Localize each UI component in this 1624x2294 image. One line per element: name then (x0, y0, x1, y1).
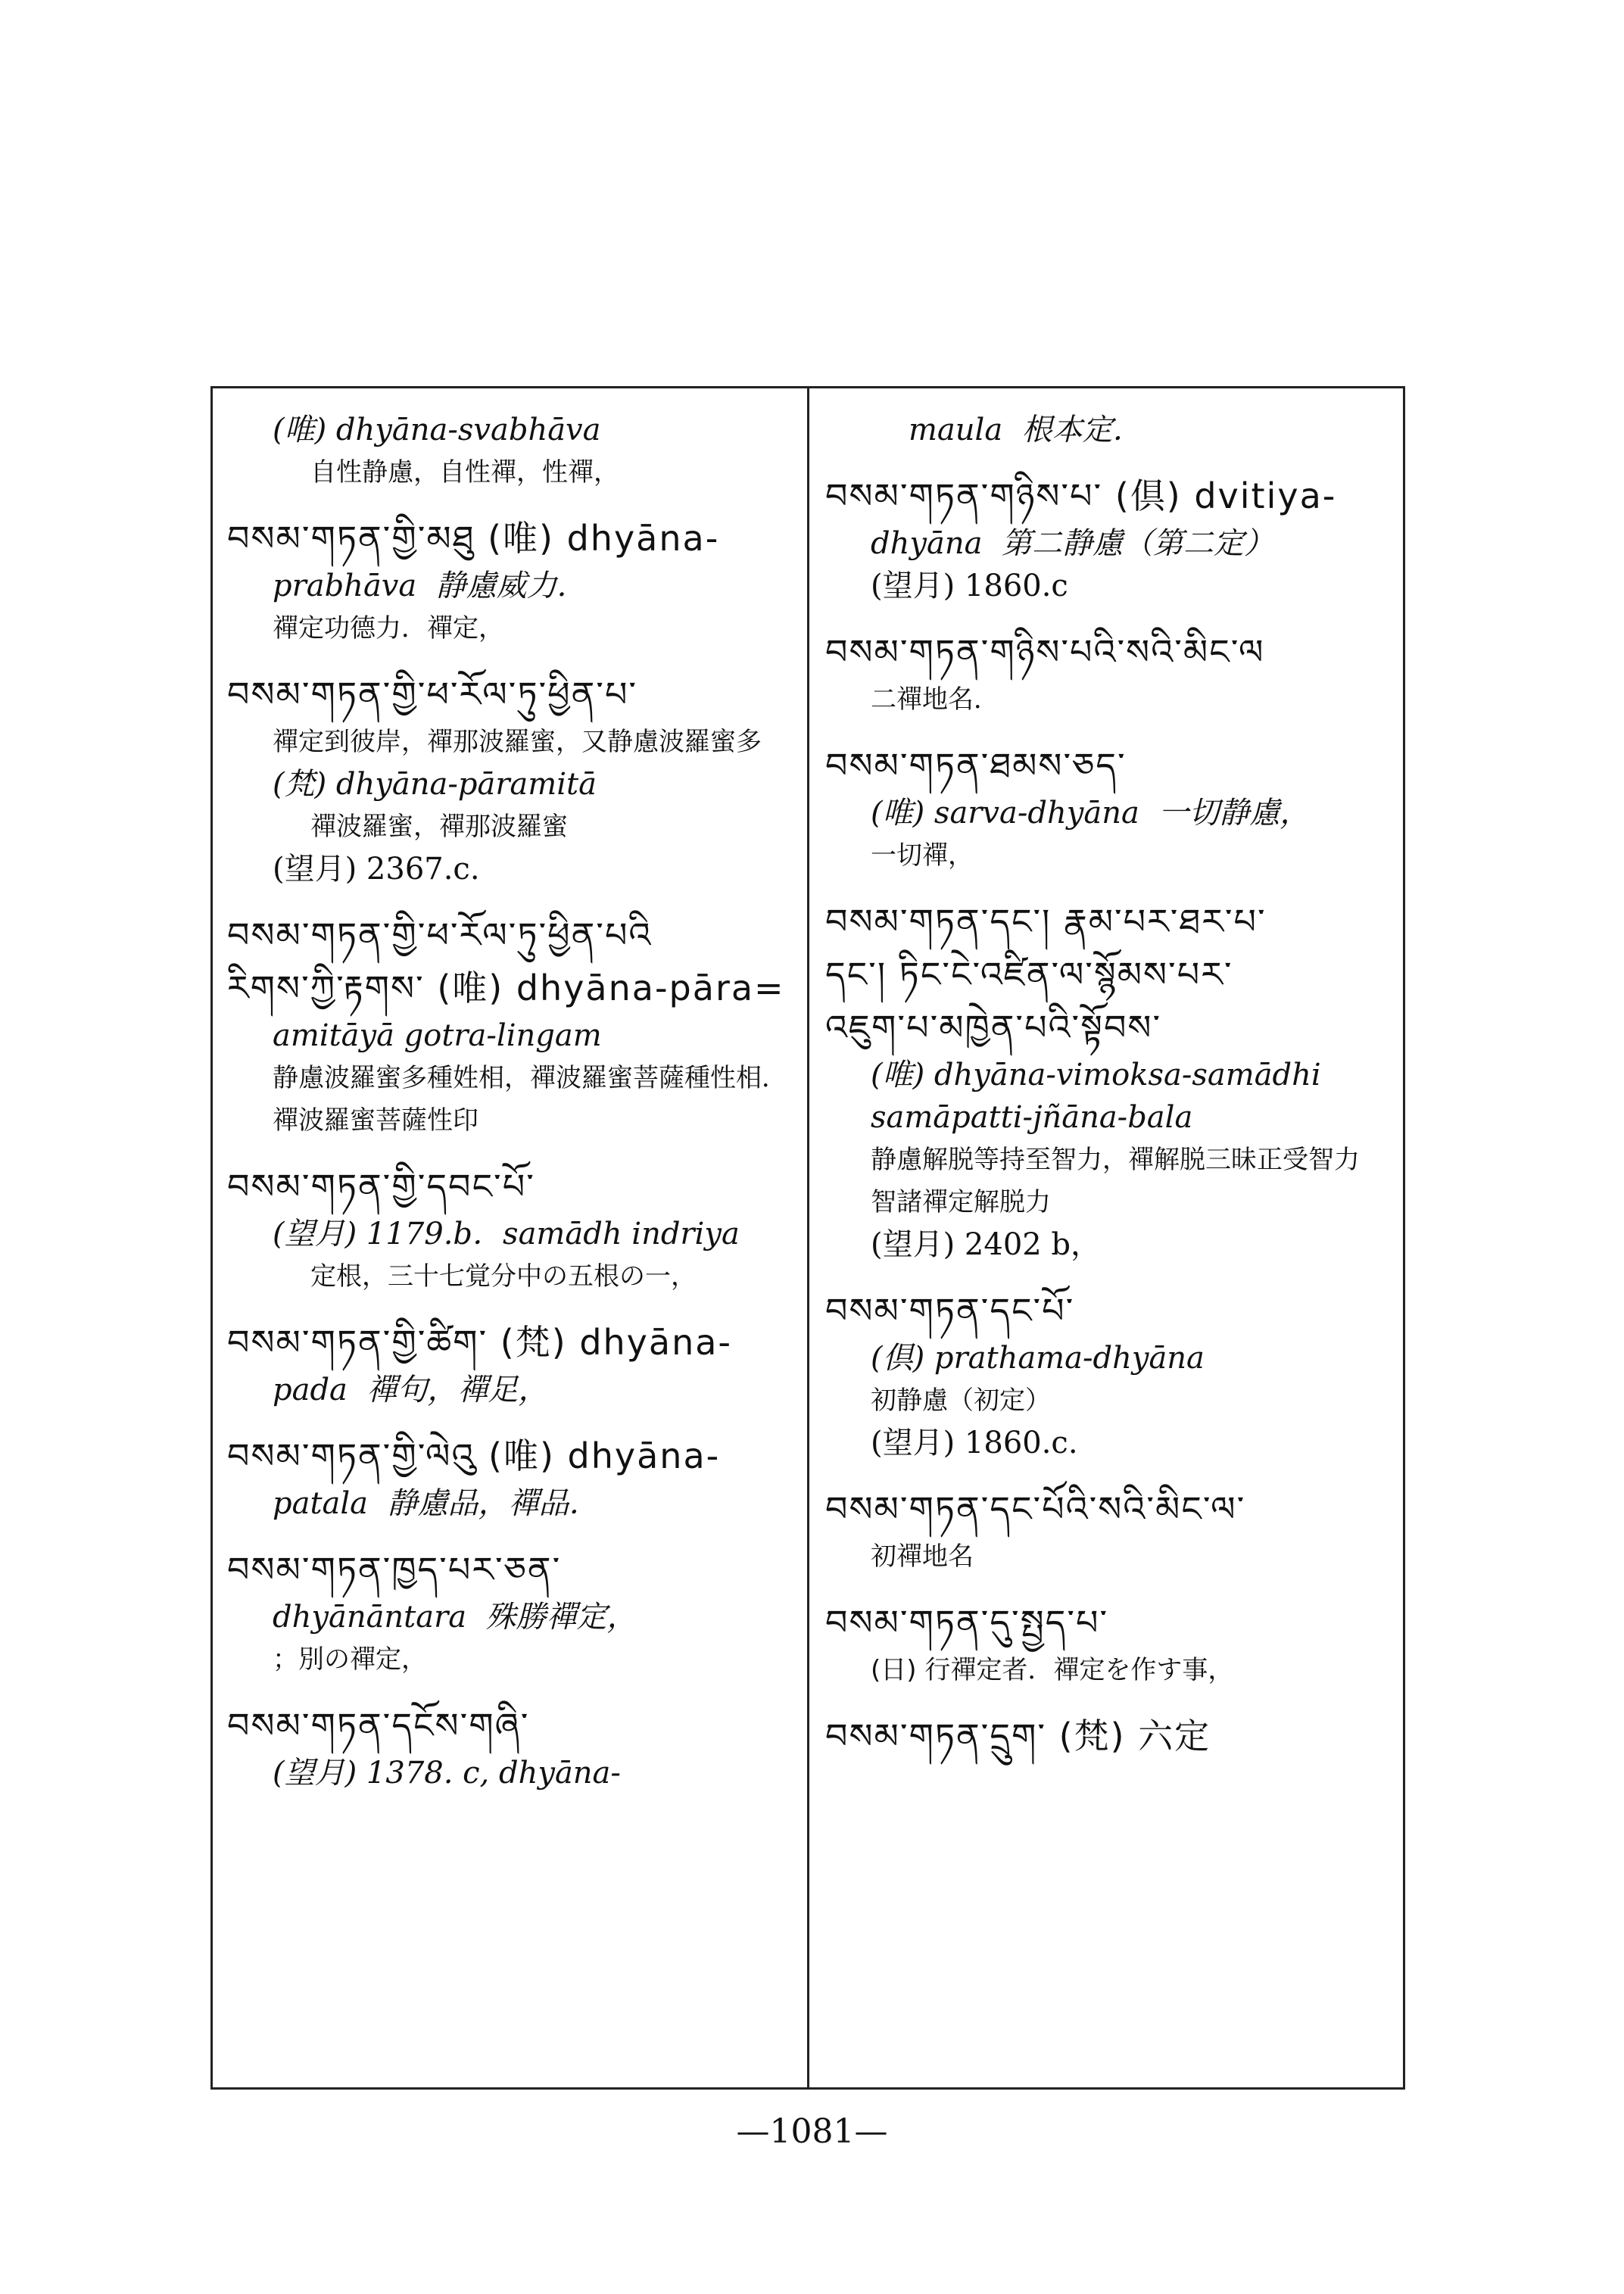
dictionary-entry (825, 895, 1386, 1266)
entry-line: (唯) sarva-dhyāna 一切静慮， (871, 796, 1311, 831)
dictionary-entry (227, 1543, 787, 1681)
entry-line: རིགས་ཀྱི་རྟགས་ (唯) dhyāna-pāra= (227, 968, 785, 1008)
entry-line: ；別の禪定， (273, 1644, 427, 1675)
dictionary-entry (825, 1596, 1386, 1691)
entry-line: 初禪地名 (871, 1541, 974, 1572)
entry-line: (望月) 2367.c. (273, 852, 480, 887)
entry-line: བསམ་གཏན་དང་། རྣམ་པར་ཐར་པ་ (825, 901, 1267, 942)
entry-line: བསམ་གཏན་དུ་སྤྱད་པ་ (825, 1602, 1109, 1643)
dictionary-entry (825, 1284, 1386, 1464)
entry-line: pada 禪句，禪足， (273, 1373, 549, 1407)
entry-line: བསམ་གཏན་གཉིས་པའི་སའི་མིང་ལ (825, 631, 1265, 672)
left-column (227, 409, 787, 1812)
dictionary-entry (825, 625, 1386, 721)
dictionary-entry (825, 739, 1386, 877)
entry-line: (望月) 1860.c (871, 569, 1068, 603)
entry-line: amitāyā gotra-lingam (273, 1018, 602, 1053)
entry-line: བསམ་གཏན་དང་པོ་ (825, 1290, 1075, 1331)
entry-line: (唯) dhyāna-svabhāva (273, 413, 601, 447)
entry-line: བསམ་གཏན་གྱི་ཕ་རོལ་ཏུ་ཕྱིན་པའི (227, 915, 653, 955)
entry-line: བསམ་གཏན་ཐམས་ཅད་ (825, 745, 1127, 786)
entry-line: 禪波羅蜜菩薩性印 (273, 1105, 478, 1136)
entry-line: བསམ་གཏན་གྱི་ཚིག་ (梵) dhyāna- (227, 1322, 733, 1363)
dictionary-entry (227, 1316, 787, 1411)
entry-line: བསམ་གཏན་གྱི་དབང་པོ་ (227, 1166, 535, 1207)
entry-line: དང་། ཏིང་ངེ་འཛིན་ལ་སྙོམས་པར་ (825, 954, 1233, 995)
entry-line: (望月) 1860.c. (871, 1426, 1078, 1460)
dictionary-entry (825, 409, 1386, 451)
entry-line: (望月) 1179.b．samādh indriya (273, 1217, 740, 1251)
entry-line: samāpatti-jñāna-bala (871, 1100, 1193, 1135)
page-number: —1081— (736, 2112, 888, 2151)
entry-line: (唯) dhyāna-vimoksa-samādhi (871, 1058, 1321, 1092)
entry-line: (望月) 2402 b， (871, 1227, 1102, 1262)
entry-line: བསམ་གཏན་གྱི་མཐུ (唯) dhyāna- (227, 518, 720, 559)
entry-line: བསམ་གཏན་གྱི་ཕ་རོལ་ཏུ་ཕྱིན་པ་ (227, 674, 638, 715)
entry-line: 一切禪， (871, 840, 974, 871)
dictionary-entry (825, 1710, 1386, 1763)
dictionary-entry (227, 668, 787, 890)
entry-line: dhyāna 第二静慮（第二定） (871, 526, 1274, 561)
column-divider (807, 388, 809, 2088)
dictionary-entry (227, 512, 787, 650)
entry-line: བསམ་གཏན་དང་པོའི་སའི་མིང་ལ་ (825, 1488, 1246, 1529)
entry-line: (望月) 1378. c, dhyāna- (273, 1756, 621, 1791)
dictionary-entry (825, 1482, 1386, 1578)
entry-line: (倶) prathama-dhyāna (871, 1341, 1205, 1376)
dictionary-entry (825, 469, 1386, 607)
entry-line: prabhāva 静慮威力. (273, 569, 567, 603)
entry-line: (梵) dhyāna-pāramitā (273, 767, 597, 802)
entry-line: 二禪地名． (871, 684, 999, 715)
entry-line: བསམ་གཏན་གྱི་ལེའུ (唯) dhyāna- (227, 1435, 721, 1476)
entry-line: 定根，三十七覚分中の五根の一， (310, 1261, 697, 1292)
entry-line: dhyānāntara 殊勝禪定， (273, 1600, 637, 1635)
entry-line: བསམ་གཏན་ཁྱད་པར་ཅན་ (227, 1549, 562, 1590)
dictionary-entry (227, 1160, 787, 1298)
entry-line: 静慮解脱等持至智力，禪解脱三昧正受智力 (871, 1145, 1360, 1175)
dictionary-entry (227, 909, 787, 1142)
entry-line: 自性静慮，自性禪，性禪， (310, 457, 619, 488)
entry-line: (日) 行禪定者．禪定を作す事， (871, 1655, 1234, 1685)
dictionary-entry (227, 1699, 787, 1794)
dictionary-entry (227, 409, 787, 494)
right-column (825, 409, 1386, 1781)
entry-line: བསམ་གཏན་གཉིས་པ་ (倶) dvitiya- (825, 475, 1337, 516)
entry-line: 禪定功德力．禪定， (273, 613, 504, 644)
entry-line: 智諸禪定解脱力 (871, 1187, 1051, 1217)
dictionary-entry (227, 1429, 787, 1525)
entry-line: maula 根本定． (909, 413, 1143, 447)
entry-line: 初静慮（初定） (871, 1385, 1051, 1416)
entry-line: འཇུག་པ་མཁྱེན་པའི་སྟོབས་ (825, 1007, 1162, 1048)
entry-line: བསམ་གཏན་དྲུག་ (梵) 六定 (825, 1716, 1211, 1756)
entry-line: 静慮波羅蜜多種姓相，禪波羅蜜菩薩種性相． (273, 1063, 787, 1093)
entry-line: བསམ་གཏན་དངོས་གཞི་ (227, 1705, 530, 1746)
entry-line: 禪波羅蜜，禪那波羅蜜 (310, 812, 568, 842)
entry-line: patala 静慮品，禪品． (273, 1486, 600, 1521)
entry-line: 禪定到彼岸，禪那波羅蜜，又静慮波羅蜜多 (273, 727, 762, 757)
